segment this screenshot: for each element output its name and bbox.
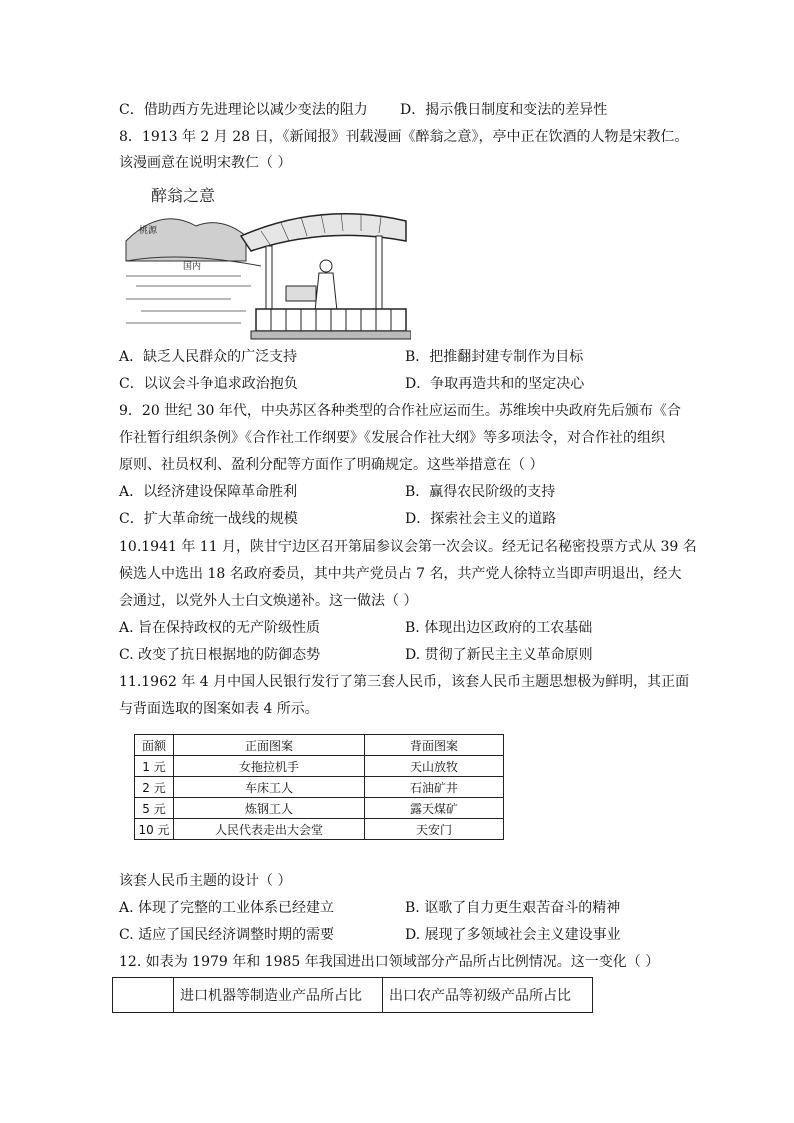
q11-option-a: A. 体现了完整的工业体系已经建立 xyxy=(119,900,335,916)
table-header-cell: 面额 xyxy=(135,735,174,756)
table-header-cell: 正面图案 xyxy=(174,735,365,756)
q9-stem-line-2: 作社暂行组织条例》《合作社工作纲要》《发展合作社大纲》等多项法令，对合作社的组织 xyxy=(119,430,665,446)
table-cell: 人民代表走出大会堂 xyxy=(174,819,365,840)
q11-question: 该套人民币主题的设计（ ） xyxy=(119,873,292,889)
table-header-row xyxy=(135,735,504,756)
q8-option-d: D．争取再造共和的坚定决心 xyxy=(405,376,585,392)
q10-option-c: C. 改变了抗日根据地的防御态势 xyxy=(119,647,321,663)
q8-option-a: A．缺乏人民群众的广泛支持 xyxy=(119,349,298,365)
currency-table xyxy=(134,734,504,840)
table-cell: 女拖拉机手 xyxy=(174,756,365,777)
q9-option-a: A．以经济建设保障革命胜利 xyxy=(119,484,298,500)
table-cell: 天山放牧 xyxy=(365,756,504,777)
table-row xyxy=(135,819,504,840)
q10-option-b: B. 体现出边区政府的工农基础 xyxy=(405,620,593,636)
table-header-cell xyxy=(113,978,174,1013)
trade-table xyxy=(112,977,593,1013)
table-cell: 1 元 xyxy=(135,756,174,777)
q11-stem-line-1: 11.1962 年 4 月中国人民银行发行了第三套人民币，该套人民币主题思想极为鲜明，其正面 xyxy=(119,674,690,690)
table-row xyxy=(135,756,504,777)
q10-option-d: D. 贯彻了新民主主义革命原则 xyxy=(405,647,593,663)
q11-option-c: C. 适应了国民经济调整时期的需要 xyxy=(119,927,335,943)
table-cell: 车床工人 xyxy=(174,777,365,798)
cartoon-image xyxy=(121,181,411,341)
q10-option-a: A. 旨在保持政权的无产阶级性质 xyxy=(119,620,321,636)
q7-option-d: D．揭示俄日制度和变法的差异性 xyxy=(400,102,608,118)
q12-stem: 12. 如表为 1979 年和 1985 年我国进出口领域部分产品所占比例情况。这一变化（ ） xyxy=(119,954,660,970)
table-cell: 2 元 xyxy=(135,777,174,798)
q11-stem-line-2: 与背面选取的图案如表 4 所示。 xyxy=(119,701,319,717)
q9-option-b: B．赢得农民阶级的支持 xyxy=(405,484,556,500)
q9-stem-line-1: 9．20 世纪 30 年代，中央苏区各种类型的合作社应运而生。苏维埃中央政府先后颁布《合 xyxy=(119,403,681,419)
cartoon-title: 醉翁之意 xyxy=(151,186,216,205)
table-cell: 露天煤矿 xyxy=(365,798,504,819)
q10-stem-line-3: 会通过，以党外人士白文焕递补。这一做法（ ） xyxy=(119,593,418,609)
q8-stem-line-2: 该漫画意在说明宋教仁（ ） xyxy=(119,155,292,171)
q8-option-b: B．把推翻封建专制作为目标 xyxy=(405,349,584,365)
table-header-row xyxy=(113,978,593,1013)
table-row xyxy=(135,798,504,819)
cartoon-label-mid: 国内 xyxy=(183,262,202,272)
q7-option-c: C．借助西方先进理论以减少变法的阻力 xyxy=(119,102,368,118)
table-header-cell: 出口农产品等初级产品所占比 xyxy=(383,978,593,1013)
q11-option-b: B. 讴歌了自力更生艰苦奋斗的精神 xyxy=(405,900,621,916)
table-header-cell: 进口机器等制造业产品所占比 xyxy=(174,978,383,1013)
table-cell: 10 元 xyxy=(135,819,174,840)
table-cell: 天安门 xyxy=(365,819,504,840)
table-row xyxy=(135,777,504,798)
cartoon-label-left: 桃源 xyxy=(139,226,158,236)
q9-stem-line-3: 原则、社员权利、盈利分配等方面作了明确规定。这些举措意在（ ） xyxy=(119,457,544,473)
q8-stem-line-1: 8．1913 年 2 月 28 日，《新闻报》刊载漫画《醉翁之意》，亭中正在饮酒的人物是宋教仁。 xyxy=(119,129,689,145)
table-cell: 石油矿井 xyxy=(365,777,504,798)
q10-stem-line-2: 候选人中选出 18 名政府委员，其中共产党员占 7 名，共产党人徐特立当即声明退出，经大 xyxy=(119,566,682,582)
table-cell: 5 元 xyxy=(135,798,174,819)
q8-option-c: C．以议会斗争追求政治抱负 xyxy=(119,376,298,392)
q9-option-d: D．探索社会主义的道路 xyxy=(405,511,557,527)
q9-option-c: C．扩大革命统一战线的规模 xyxy=(119,511,298,527)
q10-stem-line-1: 10.1941 年 11 月，陕甘宁边区召开第届参议会第一次会议。经无记名秘密投票方式从 39 名 xyxy=(119,539,697,555)
table-cell: 炼钢工人 xyxy=(174,798,365,819)
q11-option-d: D. 展现了多领域社会主义建设事业 xyxy=(405,927,621,943)
table-header-cell: 背面图案 xyxy=(365,735,504,756)
